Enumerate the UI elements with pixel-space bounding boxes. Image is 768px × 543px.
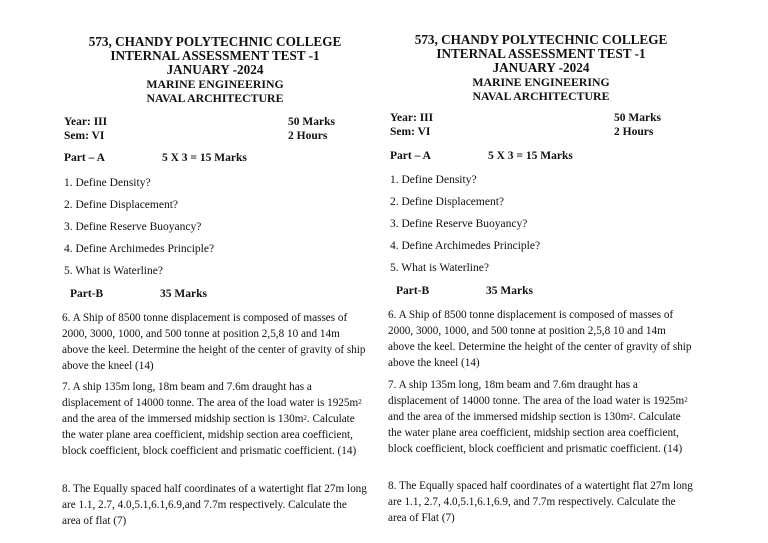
part-b-marks: 35 Marks: [486, 285, 533, 297]
college-name: 573, CHANDY POLYTECHNIC COLLEGE: [414, 32, 668, 47]
test-title: INTERNAL ASSESSMENT TEST -1: [110, 48, 320, 63]
part-b-marks: 35 Marks: [160, 288, 207, 300]
part-a-heading: Part – A: [64, 152, 105, 164]
sem-label: Sem: VI: [64, 130, 105, 142]
department: MARINE ENGINEERING: [472, 75, 610, 89]
question-4: 4. Define Archimedes Principle?: [64, 243, 215, 255]
part-a-marks: 5 X 3 = 15 Marks: [162, 152, 247, 164]
year-label: Year: III: [390, 112, 434, 124]
question-2: 2. Define Displacement?: [390, 196, 504, 208]
year-label: Year: III: [64, 116, 108, 128]
total-marks: 50 Marks: [614, 112, 661, 124]
question-6: 6. A Ship of 8500 tonne displacement is composed of masses of 2000, 3000, 1000, and 500 tonne at position 2,5,8 10 and 14m above the keel. Determine the height of the center of gravity of ship above the kneel (14): [388, 309, 692, 369]
question-7: 7. A ship 135m long, 18m beam and 7.6m draught has a displacement of 14000 tonne. The area of the load water is $1925m^2$ and the area of the immersed midship section is $130m^2$. Calculate the water plane area coefficient, midship section area coefficient, block coefficient, block coefficient and prismatic coefficient. (14): [388, 379, 688, 455]
part-a-marks: 5 X 3 = 15 Marks: [488, 150, 573, 162]
question-5: 5. What is Waterline?: [64, 265, 163, 277]
question-6: 6. A Ship of 8500 tonne displacement is composed of masses of 2000, 3000, 1000, and 500 tonne at position 2,5,8 10 and 14m above the keel. Determine the height of the center of gravity of ship above the kneel (14): [62, 312, 366, 372]
question-3: 3. Define Reserve Buoyancy?: [390, 218, 528, 230]
question-7: 7. A ship 135m long, 18m beam and 7.6m draught has a displacement of 14000 tonne. The area of the load water is $1925m^2$ and the area of the immersed midship section is $130m^2$. Calculate the water plane area coefficient, midship section area coefficient, block coefficient, block coefficient and prismatic coefficient. (14): [62, 381, 362, 457]
exam-month: JANUARY -2024: [492, 60, 590, 75]
subject-title: NAVAL ARCHITECTURE: [146, 91, 284, 105]
duration: 2 Hours: [288, 130, 328, 142]
college-name: 573, CHANDY POLYTECHNIC COLLEGE: [88, 34, 342, 49]
question-1: 1. Define Density?: [64, 177, 151, 189]
total-marks: 50 Marks: [288, 116, 335, 128]
question-1: 1. Define Density?: [390, 174, 477, 186]
test-title: INTERNAL ASSESSMENT TEST -1: [436, 46, 646, 61]
duration: 2 Hours: [614, 126, 654, 138]
exam-month: JANUARY -2024: [166, 62, 264, 77]
question-8: 8. The Equally spaced half coordinates of a watertight flat 27m long are 1.1, 2.7, 4.0,5.1,6.1,6.9,and 7.7m respectively. Calculate the area of flat (7): [62, 483, 367, 527]
part-a-heading: Part – A: [390, 150, 431, 162]
part-b-heading: Part-B: [70, 288, 104, 300]
question-5: 5. What is Waterline?: [390, 262, 489, 274]
question-3: 3. Define Reserve Buoyancy?: [64, 221, 202, 233]
subject-title: NAVAL ARCHITECTURE: [472, 89, 610, 103]
sem-label: Sem: VI: [390, 126, 431, 138]
question-8: 8. The Equally spaced half coordinates of a watertight flat 27m long are 1.1, 2.7, 4.0,5.1,6.1,6.9, and 7.7m respectively. Calculate the area of Flat (7): [388, 480, 693, 524]
question-2: 2. Define Displacement?: [64, 199, 178, 211]
question-4: 4. Define Archimedes Principle?: [390, 240, 541, 252]
part-b-heading: Part-B: [396, 285, 430, 297]
department: MARINE ENGINEERING: [146, 77, 284, 91]
